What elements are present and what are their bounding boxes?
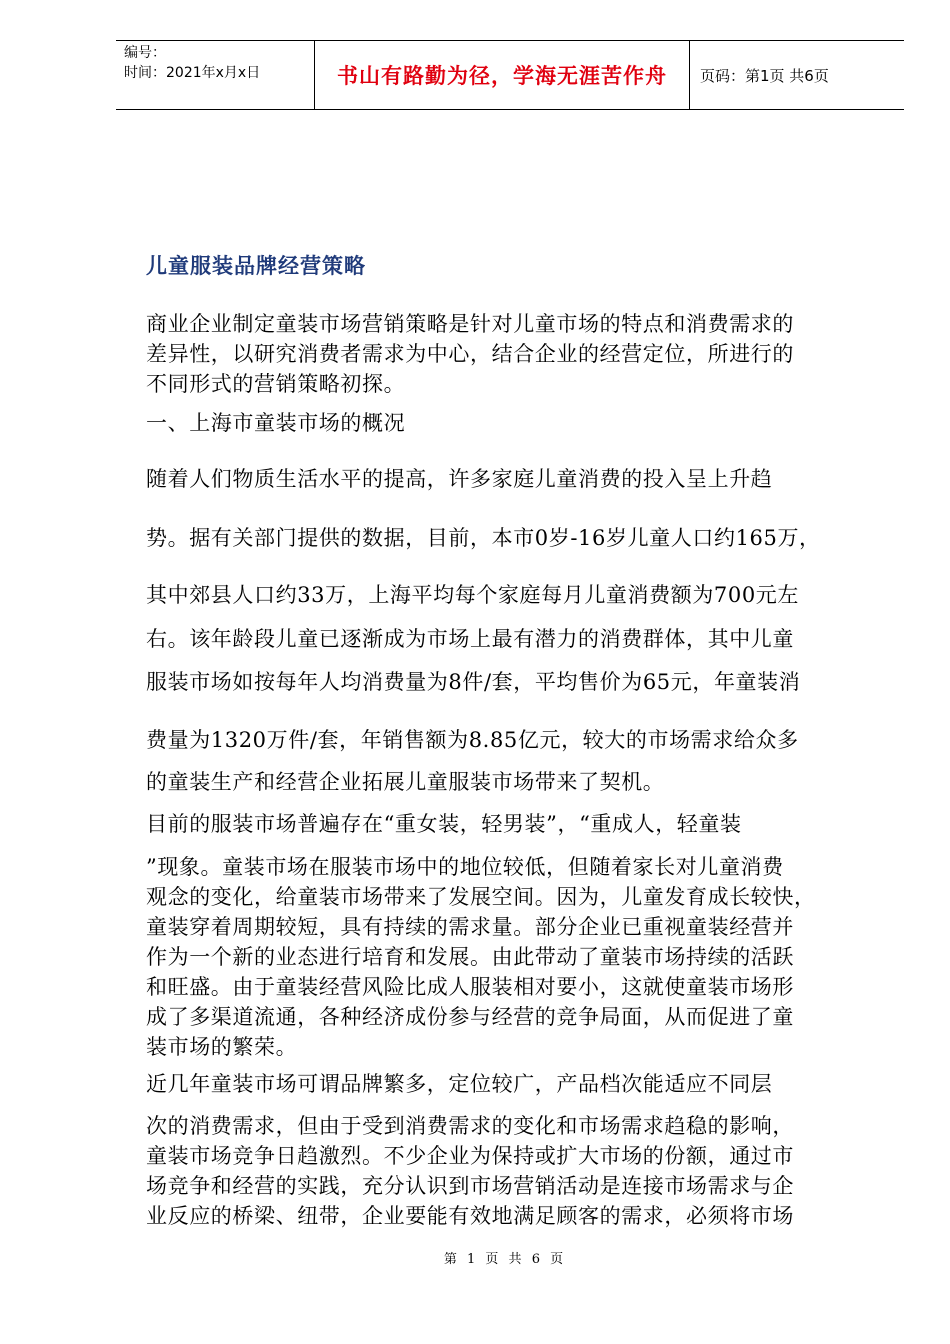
body-line: 不同形式的营销策略初探。: [146, 372, 406, 396]
body-line: 观念的变化，给童装市场带来了发展空间。因为，儿童发育成长较快，: [146, 885, 816, 909]
body-line: 服装市场如按每年人均消费量为8件/套，平均售价为65元，年童装消: [146, 670, 801, 694]
body-line: 场竞争和经营的实践，充分认识到市场营销活动是连接市场需求与企: [146, 1174, 794, 1198]
body-line: 右。该年龄段儿童已逐渐成为市场上最有潜力的消费群体，其中儿童: [146, 627, 794, 651]
body-line: 势。据有关部门提供的数据，目前，本市0岁-16岁儿童人口约165万，: [146, 526, 821, 550]
body-line: 其中郊县人口约33万，上海平均每个家庭每月儿童消费额为700元左: [146, 583, 800, 607]
header-page-info: 页码：第1页 共6页: [700, 66, 829, 85]
body-line: 装市场的繁荣。: [146, 1035, 298, 1059]
document-title: 儿童服装品牌经营策略: [146, 254, 366, 278]
body-line: 目前的服装市场普遍存在“重女装，轻男装”，“重成人，轻童装: [146, 812, 742, 836]
section-heading: 一、上海市童装市场的概况: [146, 411, 406, 435]
body-line: 童装穿着周期较短，具有持续的需求量。部分企业已重视童装经营并: [146, 915, 794, 939]
document-number-label: 编号：: [124, 45, 166, 61]
body-line: 费量为1320万件/套，年销售额为8.85亿元，较大的市场需求给众多: [146, 728, 799, 752]
header-meta: [116, 41, 315, 109]
body-line: 差异性，以研究消费者需求为中心，结合企业的经营定位，所进行的: [146, 342, 794, 366]
body-line: 的童装生产和经营企业拓展儿童服装市场带来了契机。: [146, 770, 665, 794]
body-line: ”现象。童装市场在服装市场中的地位较低，但随着家长对儿童消费: [146, 855, 784, 879]
document-time-label: 时间：2021年x月x日: [124, 65, 261, 81]
page-footer: 第 1 页 共 6 页: [443, 1252, 567, 1267]
body-line: 次的消费需求，但由于受到消费需求的变化和市场需求趋稳的影响，: [146, 1114, 794, 1138]
body-line: 作为一个新的业态进行培育和发展。由此带动了童装市场持续的活跃: [146, 945, 794, 969]
header-motto: 书山有路勤为径，学海无涯苦作舟: [315, 41, 690, 109]
body-line: 成了多渠道流通，各种经济成份参与经营的竞争局面，从而促进了童: [146, 1005, 794, 1029]
body-line: 随着人们物质生活水平的提高，许多家庭儿童消费的投入呈上升趋: [146, 467, 773, 491]
body-line: 童装市场竞争日趋激烈。不少企业为保持或扩大市场的份额，通过市: [146, 1144, 794, 1168]
page-header: [116, 40, 904, 110]
body-line: 和旺盛。由于童装经营风险比成人服装相对要小，这就使童装市场形: [146, 975, 794, 999]
body-line: 业反应的桥梁、纽带，企业要能有效地满足顾客的需求，必须将市场: [146, 1204, 794, 1228]
body-line: 商业企业制定童装市场营销策略是针对儿童市场的特点和消费需求的: [146, 312, 794, 336]
body-line: 近几年童装市场可谓品牌繁多，定位较广，产品档次能适应不同层: [146, 1072, 773, 1096]
